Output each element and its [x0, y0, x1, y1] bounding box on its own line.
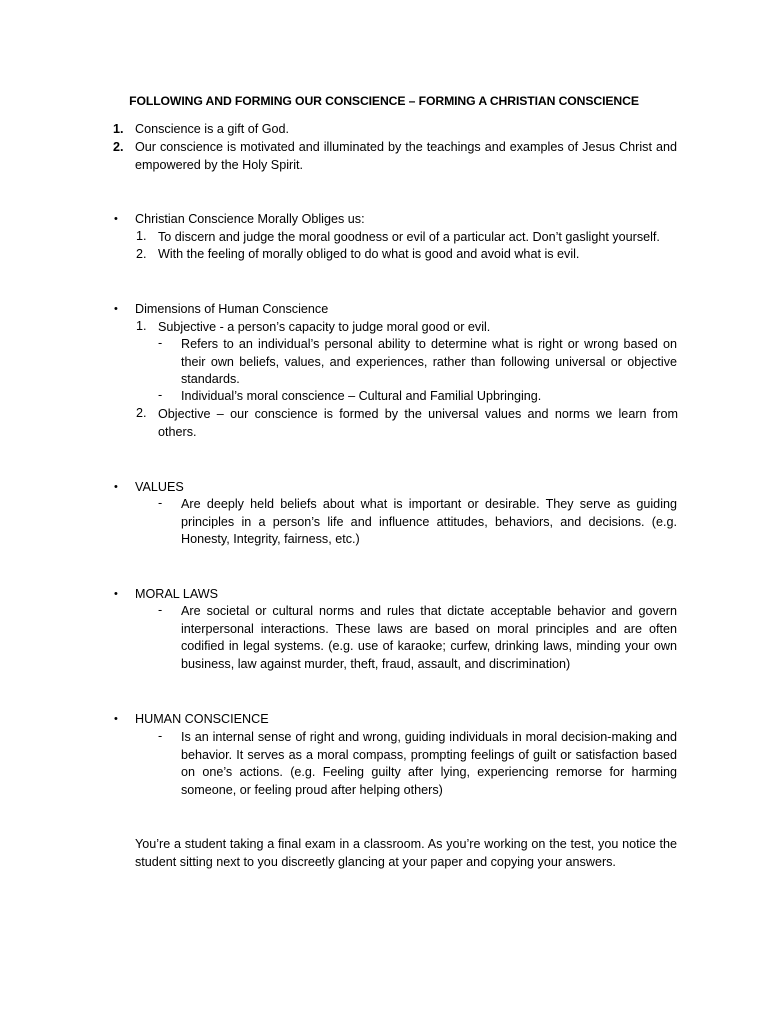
bullet-marker: • [114, 303, 118, 315]
list-number: 2. [136, 406, 147, 420]
moral-laws-description: Are societal or cultural norms and rules that dictate acceptable behavior and govern interpersonal interactions. These laws are based on moral principles and are often codified in legal systems. (e.g. use of karaoke; curfew, drinking laws, minding your own business, law against murder, theft, fraud, assault, and discrimination) [181, 604, 677, 671]
bullet-marker: • [114, 213, 118, 225]
scenario-paragraph: You’re a student taking a final exam in a classroom. As you’re working on the test, you notice the student sitting next to you discreetly glancing at your paper and copying your answers. [135, 837, 677, 869]
dash-marker: - [158, 496, 163, 510]
intro-item-2: Our conscience is motivated and illuminated by the teachings and examples of Jesus Christ and empowered by the Holy Spirit. [135, 140, 677, 172]
dash-marker: - [158, 388, 163, 402]
dash-marker: - [158, 336, 163, 350]
section-heading-human-conscience: HUMAN CONSCIENCE [135, 712, 269, 726]
human-conscience-description: Is an internal sense of right and wrong, guiding individuals in moral decision-making and behavior. It serves as a moral compass, prompting feelings of guilt or satisfaction based on one’s actions. (e.g. Feeling guilty after lying, experiencing remorse for harming someone, or feeling proud after helping others) [181, 730, 677, 797]
bullet-marker: • [114, 588, 118, 600]
section-heading-christian-conscience: Christian Conscience Morally Obliges us: [135, 212, 365, 226]
section-heading-moral-laws: MORAL LAWS [135, 587, 219, 601]
intro-number-2: 2. [113, 140, 124, 154]
list-item: With the feeling of morally obliged to do what is good and avoid what is evil. [158, 247, 580, 261]
document-title: FOLLOWING AND FORMING OUR CONSCIENCE – FORMING A CHRISTIAN CONSCIENCE [129, 94, 639, 108]
list-item-objective: Objective – our conscience is formed by the universal values and norms we learn from others. [158, 407, 678, 439]
list-number: 2. [136, 247, 147, 261]
dash-marker: - [158, 603, 163, 617]
list-number: 1. [136, 319, 147, 333]
dash-marker: - [158, 729, 163, 743]
section-heading-values: VALUES [135, 480, 184, 494]
bullet-marker: • [114, 713, 118, 725]
list-item: To discern and judge the moral goodness or evil of a particular act. Don’t gaslight yourself. [158, 230, 660, 244]
sub-item: Individual’s moral conscience – Cultural and Familial Upbringing. [181, 389, 542, 403]
list-item-subjective: Subjective - a person’s capacity to judge moral good or evil. [158, 320, 491, 334]
intro-number-1: 1. [113, 122, 124, 136]
section-heading-dimensions: Dimensions of Human Conscience [135, 302, 329, 316]
intro-item-1: Conscience is a gift of God. [135, 122, 290, 136]
list-number: 1. [136, 229, 147, 243]
bullet-marker: • [114, 481, 118, 493]
sub-item: Refers to an individual’s personal ability to determine what is right or wrong based on their own beliefs, values, and experiences, rather than following universal or objective standards. [181, 337, 677, 387]
values-description: Are deeply held beliefs about what is important or desirable. They serve as guiding principles in a person’s life and influence attitudes, behaviors, and decisions. (e.g. Honesty, Integrity, fairness, etc.) [181, 497, 677, 547]
